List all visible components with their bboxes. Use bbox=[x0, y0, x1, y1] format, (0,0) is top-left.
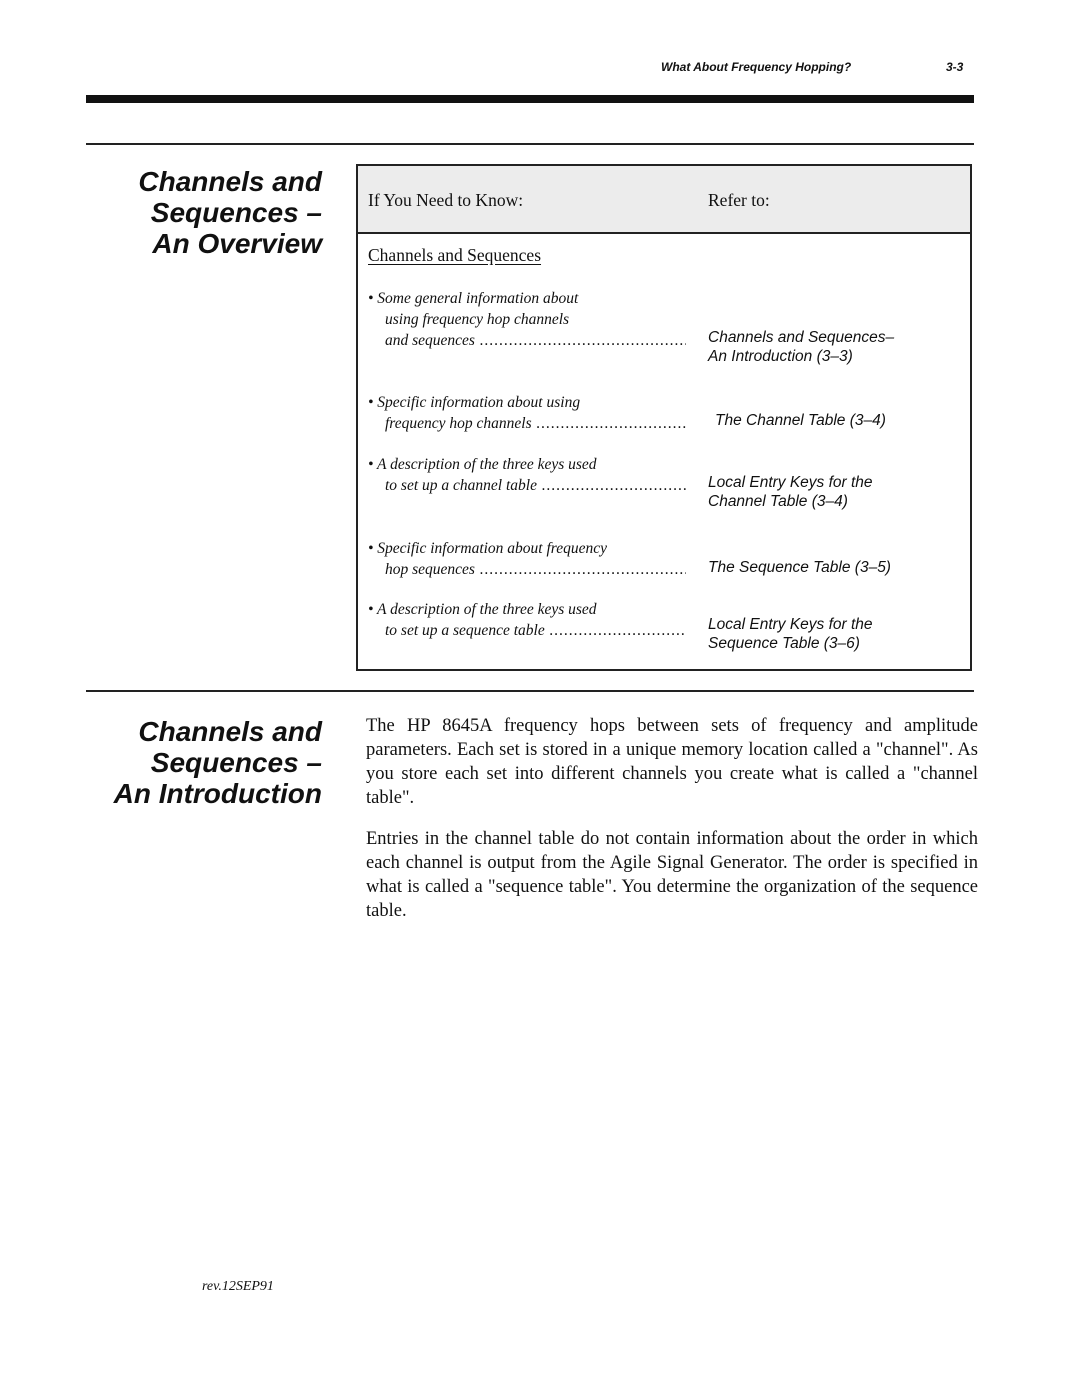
topic-description bbox=[368, 392, 686, 434]
topic-description bbox=[368, 538, 686, 580]
topic-line: hop sequences ..... bbox=[368, 559, 686, 580]
overview-heading bbox=[86, 166, 322, 259]
topic-line: • Specific information about frequency bbox=[368, 540, 608, 557]
refer-to-link[interactable] bbox=[708, 615, 873, 653]
refer-to-link[interactable] bbox=[708, 473, 873, 511]
topic-line: • Some general information about bbox=[368, 290, 579, 307]
paragraph-text: Entries in the channel table do not contain information about the order in which each channel is output from the Agile Signal Generator. The order is specified in what is called a "sequence table". You determine the organization of the sequence table. bbox=[366, 829, 978, 921]
refer-line: Sequence Table (3–6) bbox=[708, 635, 860, 652]
topic-line: • A description of the three keys used bbox=[368, 456, 597, 473]
introduction-heading-line-1: Channels and bbox=[138, 716, 322, 747]
refer-to-link[interactable] bbox=[708, 328, 894, 366]
overview-heading-line-1: Channels and bbox=[138, 166, 322, 197]
topic-line: and sequences ..... bbox=[368, 330, 686, 351]
topic-line: • A description of the three keys used bbox=[368, 601, 597, 618]
topic-line: to set up a channel table ..... bbox=[368, 475, 686, 496]
section-divider-overview bbox=[86, 143, 974, 145]
topic-description bbox=[368, 454, 686, 496]
column-header-need-to-know: If You Need to Know: bbox=[368, 190, 524, 210]
introduction-paragraph-1 bbox=[366, 714, 978, 810]
introduction-heading-line-2: Sequences – bbox=[150, 747, 322, 778]
topic-line: to set up a sequence table ..... bbox=[368, 620, 686, 641]
refer-line: The Channel Table (3–4) bbox=[715, 412, 886, 429]
refer-to-link[interactable] bbox=[715, 411, 886, 430]
refer-to-link[interactable] bbox=[708, 558, 891, 577]
introduction-heading bbox=[86, 716, 322, 809]
topic-line: frequency hop channels ..... bbox=[368, 413, 686, 434]
revision-footer: rev.12SEP91 bbox=[202, 1279, 274, 1294]
refer-line: Channel Table (3–4) bbox=[708, 493, 848, 510]
topic-description bbox=[368, 288, 686, 351]
introduction-heading-line-3: An Introduction bbox=[113, 778, 322, 809]
column-header-refer-to: Refer to: bbox=[708, 190, 770, 210]
topic-description bbox=[368, 599, 686, 641]
overview-heading-line-3: An Overview bbox=[152, 228, 322, 259]
refer-line: The Sequence Table (3–5) bbox=[708, 559, 891, 576]
section-divider-introduction bbox=[86, 690, 974, 692]
reference-table-header bbox=[358, 166, 970, 234]
header-rule bbox=[86, 95, 974, 103]
page-number: 3-3 bbox=[946, 60, 964, 74]
paragraph-text: The HP 8645A frequency hops between sets of frequency and amplitude parameters. Each set is stored in a unique memory location called a "channel". As you store each set into different channels you create what is called a "channel table". bbox=[366, 716, 978, 808]
refer-line: Local Entry Keys for the bbox=[708, 474, 873, 491]
overview-heading-line-2: Sequences – bbox=[150, 197, 322, 228]
table-group-title: Channels and Sequences bbox=[368, 245, 542, 265]
refer-line: An Introduction (3–3) bbox=[708, 348, 853, 365]
introduction-paragraph-2 bbox=[366, 827, 978, 923]
reference-table bbox=[356, 164, 972, 671]
refer-line: Channels and Sequences– bbox=[708, 329, 895, 346]
refer-line: Local Entry Keys for the bbox=[708, 616, 873, 633]
running-title: What About Frequency Hopping? bbox=[661, 60, 852, 74]
topic-line: • Specific information about using bbox=[368, 394, 581, 411]
topic-line: using frequency hop channels bbox=[385, 311, 570, 328]
